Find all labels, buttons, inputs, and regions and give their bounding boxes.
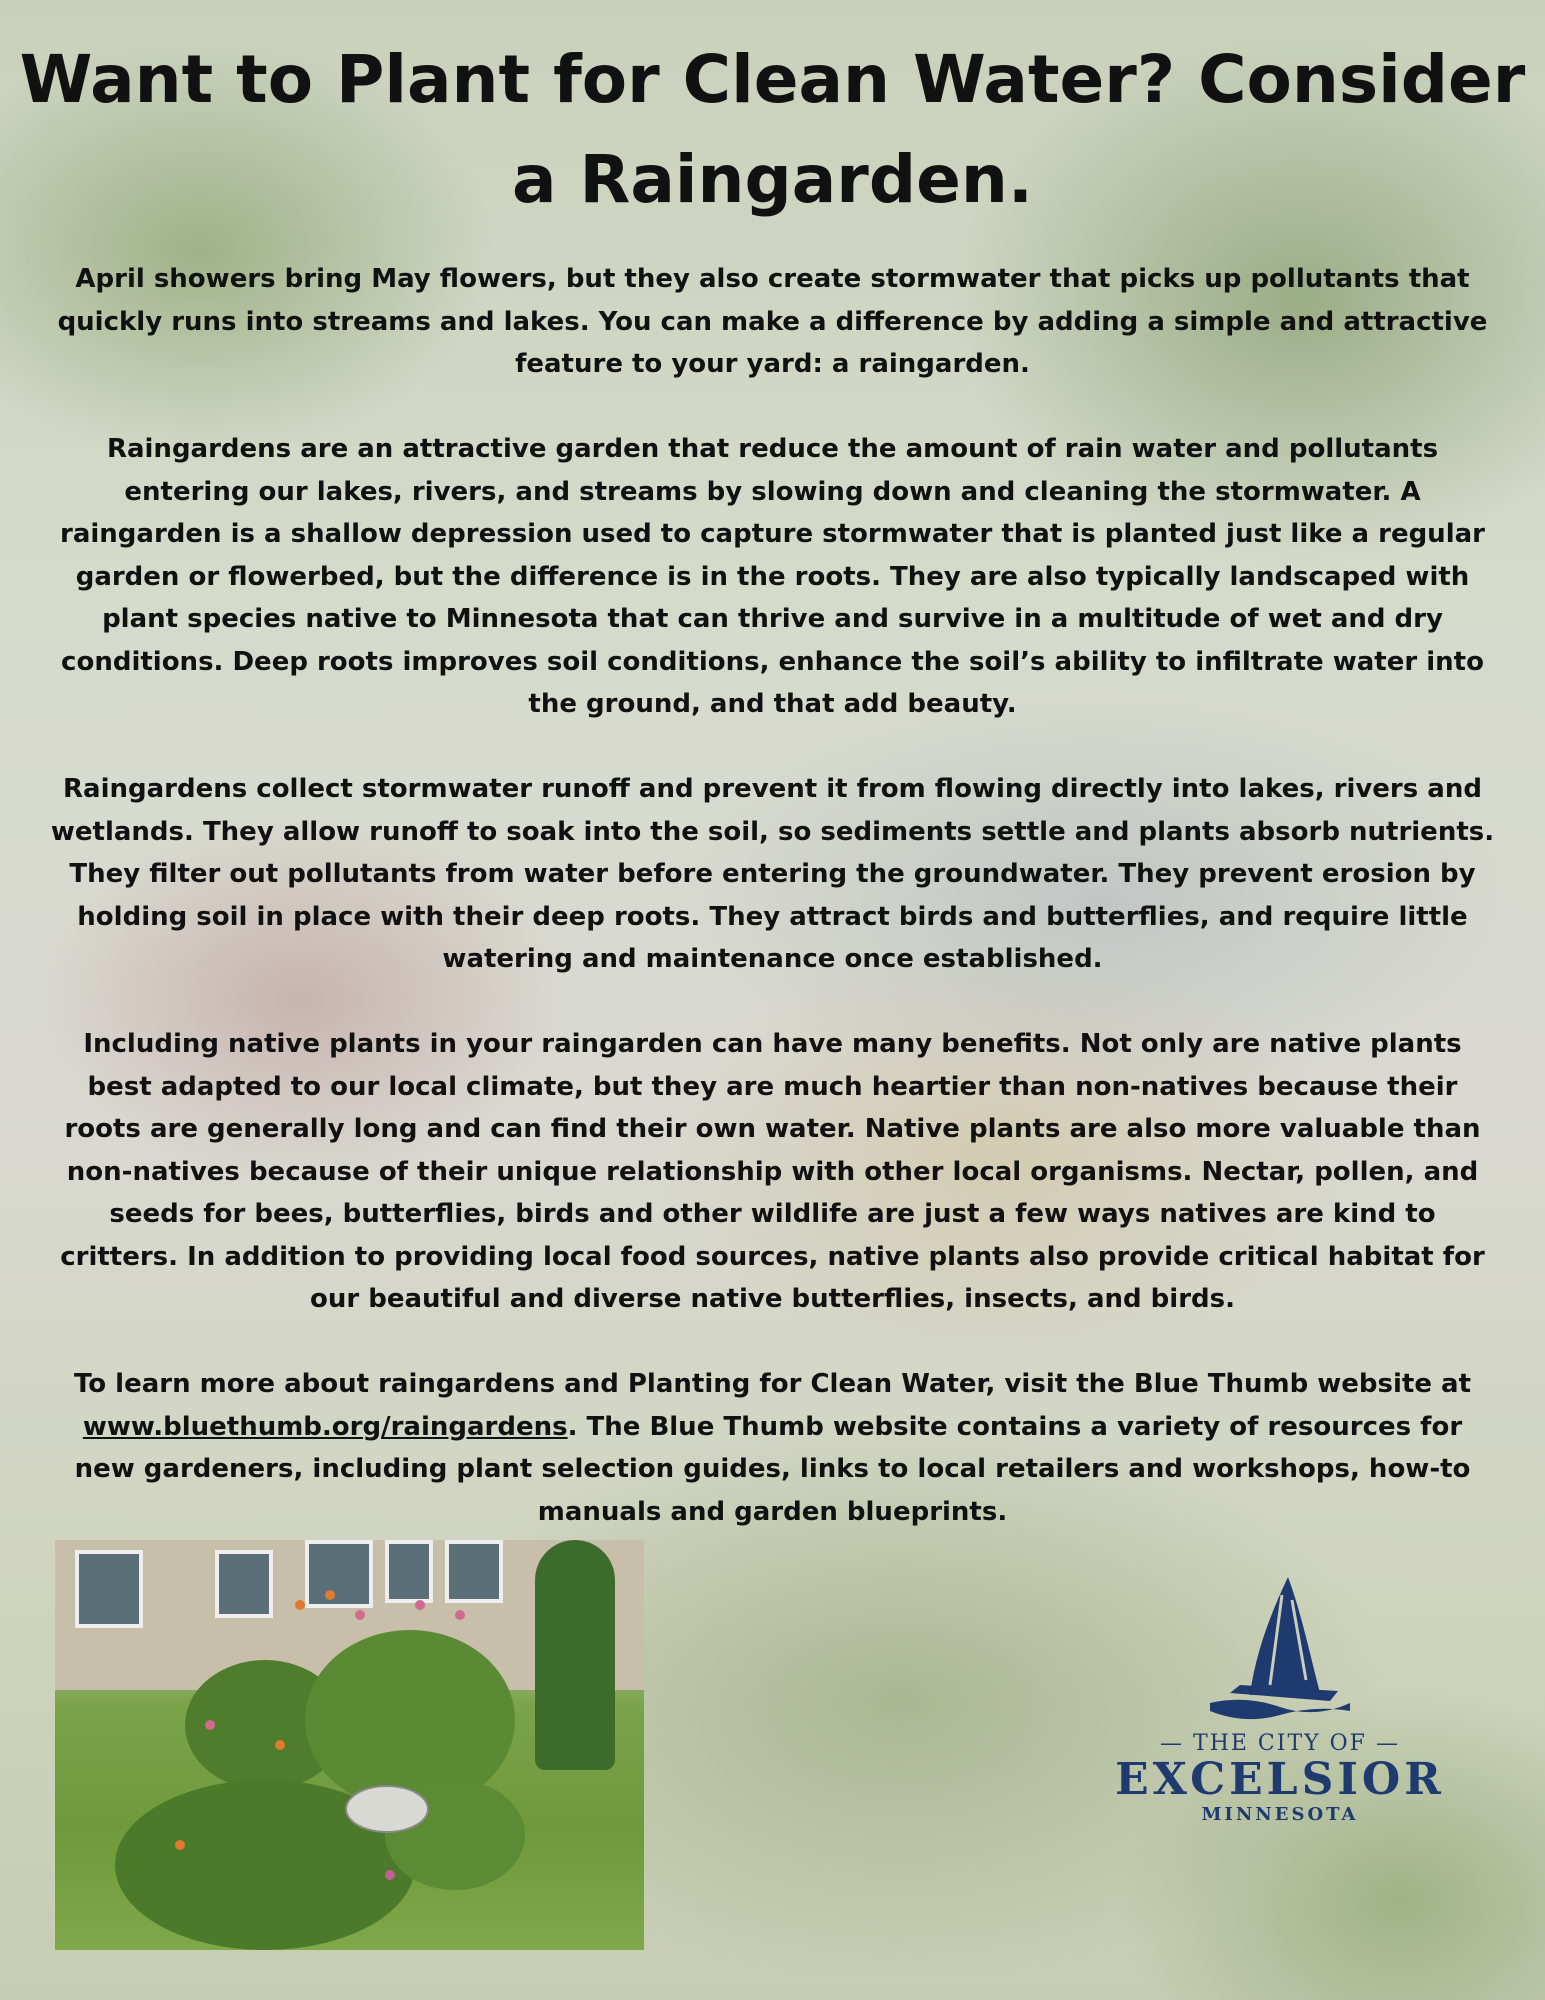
house-window <box>305 1540 373 1608</box>
sailboat-icon <box>1210 1575 1350 1725</box>
paragraph-benefits: Raingardens collect stormwater runoff and prevent it from flowing directly into lakes, rivers and wetlands. They allow runoff to soak into the soil, so sediments settle and plants absorb nutrients. They filter out pollutants from water before entering the groundwater. They prevent erosion by holding soil in place with their deep roots. They attract birds and butterflies, and require little watering and maintenance once established. <box>50 774 1495 974</box>
paragraph-native-plants: Including native plants in your raingarden can have many benefits. Not only are native plants best adapted to our local climate, but they are much heartier than non-natives because their roots are generally long and can find their own water. Native plants are also more valuable than non-natives because of their unique relationship with other local organisms. Nectar, pollen, and seeds for bees, butterflies, birds and other wildlife are just a few ways natives are kind to critters. In addition to providing local food sources, native plants also provide critical habitat for our beautiful and diverse native butterflies, insects, and birds. <box>60 1029 1485 1314</box>
evergreen-tree <box>535 1540 615 1770</box>
learn-more-text-end: . The Blue Thumb website contains a variety of resources for new gardeners, including plant selection guides, links to local retailers and workshops, how-to manuals and garden blueprints. <box>74 1411 1471 1527</box>
paragraph-what-is-raingarden: Raingardens are an attractive garden that reduce the amount of rain water and pollutants entering our lakes, rivers, and streams by slowing down and cleaning the stormwater. A raingarden is a shallow depression used to capture stormwater that is planted just like a regular garden or flowerbed, but the difference is in the roots. They are also typically landscaped with plant species native to Minnesota that can thrive and survive in a multitude of wet and dry conditions. Deep roots improves soil conditions, enhance the soil’s ability to infiltrate water into the ground, and that add beauty. <box>60 434 1485 719</box>
learn-more-text: To learn more about raingardens and Planting for Clean Water, visit the Blue Thumb website at <box>73 1369 1472 1399</box>
logo-city-name: EXCELSIOR <box>1115 1754 1445 1805</box>
flower <box>355 1610 365 1620</box>
paragraph-intro: April showers bring May flowers, but they also create stormwater that picks up pollutants that quickly runs into streams and lakes. You can make a difference by adding a simple and attractive feature to your yard: a raingarden. <box>57 264 1488 379</box>
bluethumb-link[interactable]: www.bluethumb.org/raingardens <box>82 1411 568 1442</box>
logo-line-city-of: — THE CITY OF — <box>1160 1731 1400 1756</box>
flower <box>385 1870 395 1880</box>
flower <box>175 1840 185 1850</box>
flower <box>205 1720 215 1730</box>
city-logo <box>1100 1575 1460 1855</box>
house-window <box>385 1540 433 1603</box>
flower <box>415 1600 425 1610</box>
article-body <box>50 258 1495 1533</box>
flower <box>275 1740 285 1750</box>
shrub <box>305 1630 515 1810</box>
house-window <box>75 1550 143 1628</box>
paragraph-learn-more <box>50 1363 1495 1533</box>
house-window <box>215 1550 273 1618</box>
raingarden-photo <box>55 1540 644 1950</box>
logo-state: MINNESOTA <box>1201 1804 1359 1825</box>
house-window <box>445 1540 503 1603</box>
flower <box>295 1600 305 1610</box>
flower <box>325 1590 335 1600</box>
page-title: Want to Plant for Clean Water? Consider a Raingarden. <box>19 41 1526 218</box>
raingarden-sign <box>345 1785 429 1833</box>
flower <box>455 1610 465 1620</box>
